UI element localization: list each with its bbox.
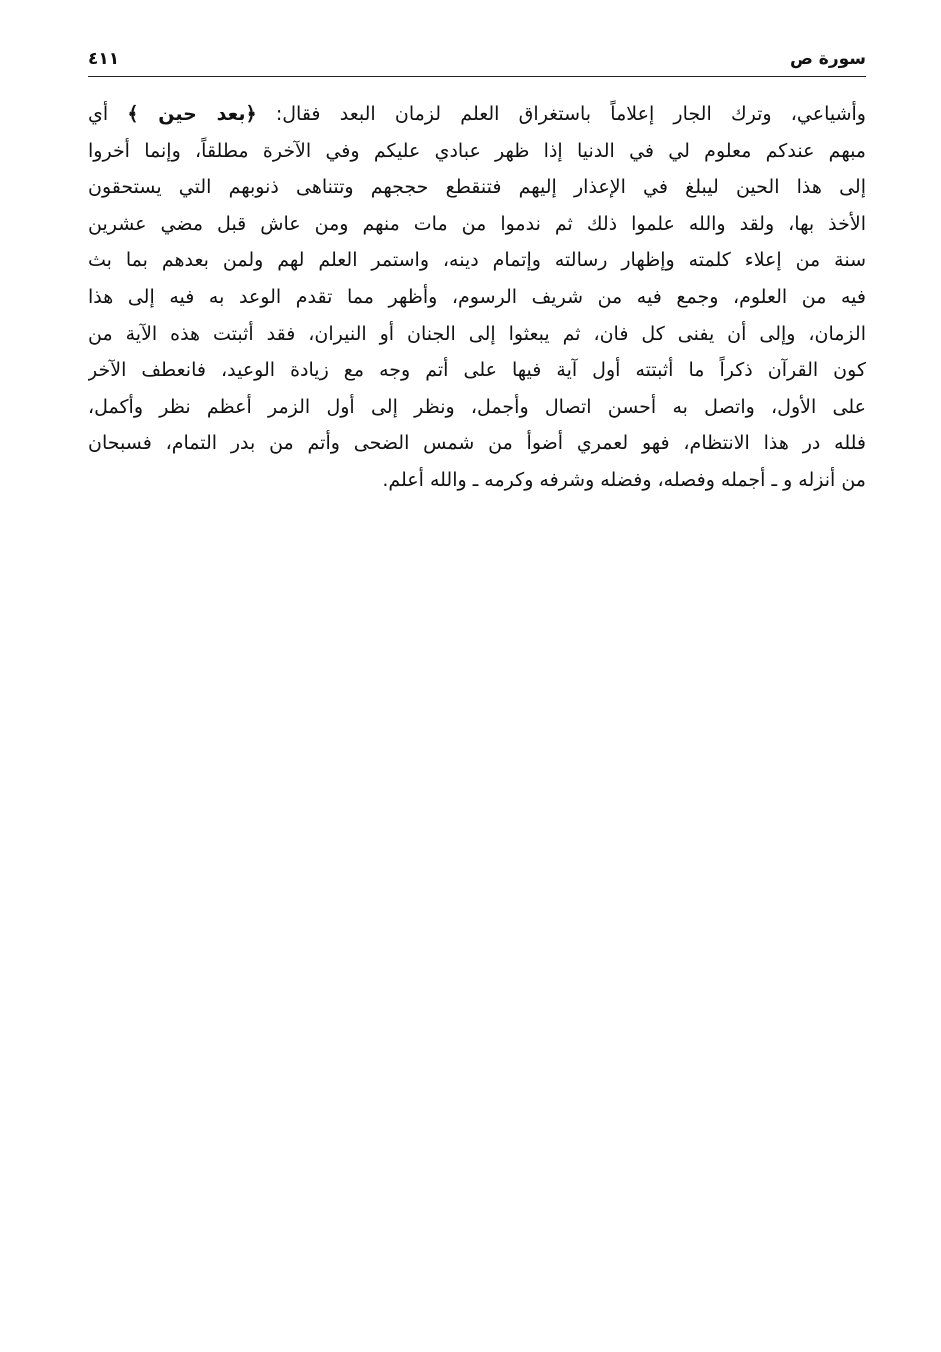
quran-quote: ﴿بعد حين ﴾ (127, 103, 257, 125)
surah-title: سورة ص (790, 49, 866, 69)
text-line-11: من أنزله و ـ أجمله وفصله، وفضله وشرفه وكرمه ـ والله أعلم. (382, 468, 866, 491)
page-number: ٤١١ (88, 49, 120, 69)
text-line-2: مبهم عندكم معلوم لي في الدنيا إذا ظهر عبادي عليكم وفي الآخرة مطلقاً، وإنما أخروا (88, 139, 866, 162)
text-line-9: على الأول، واتصل به أحسن اتصال وأجمل، ونظر إلى أول الزمر أعظم نظر وأكمل، (88, 395, 866, 418)
text-line-1-before: وأشياعي، وترك الجار إعلاماً باستغراق العلم لزمان البعد فقال: (256, 103, 866, 125)
page-header (88, 46, 866, 76)
text-line-10: فلله در هذا الانتظام، فهو لعمري أضوأ من شمس الضحى وأتم من بدر التمام، فسبحان (88, 432, 866, 455)
text-line-7: الزمان، وإلى أن يفنى كل فان، ثم يبعثوا إلى الجنان أو النيران، فقد أثبتت هذه الآية من (88, 322, 866, 345)
text-line-4: الأخذ بها، ولقد والله علموا ذلك ثم ندموا من مات منهم ومن عاش قبل مضي عشرين (88, 212, 866, 235)
text-line-5: سنة من إعلاء كلمته وإظهار رسالته وإتمام دينه، واستمر العلم لهم ولمن بعدهم بما بث (88, 249, 866, 272)
text-line-3: إلى هذا الحين ليبلغ في الإعذار إليهم فتنقطع حججهم وتتناهى ذنوبهم التي يستحقون (88, 176, 866, 199)
text-line-6: فيه من العلوم، وجمع فيه من شريف الرسوم، وأظهر مما تقدم الوعد به فيه إلى هذا (88, 285, 866, 308)
body-text (88, 96, 866, 499)
text-line-1-after: أي (88, 103, 128, 125)
header-divider (88, 76, 866, 77)
text-line-1 (88, 96, 866, 133)
text-line-8: كون القرآن ذكراً ما أثبتته أول آية فيها على أتم وجه مع زيادة الوعيد، فانعطف الآخر (88, 359, 866, 382)
